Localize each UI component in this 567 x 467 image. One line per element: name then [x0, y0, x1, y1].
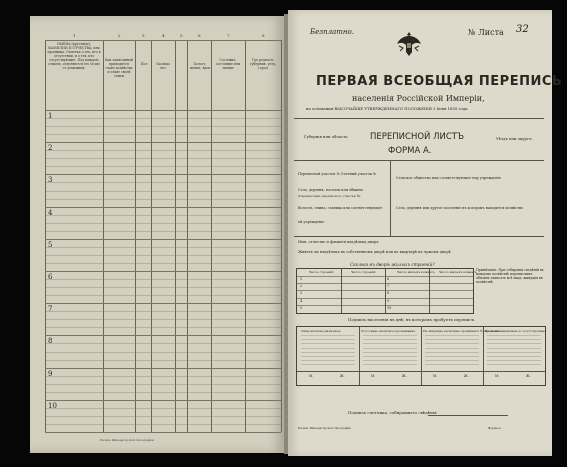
lives-line: Живетъ ли владѣлецъ въ собственномъ дворѣ или въ квартирѣ въ чужомъ дворѣ [298, 250, 451, 254]
grid-column-line [245, 40, 246, 432]
table-row-line [297, 276, 473, 277]
signature-sex-label: М. [495, 374, 500, 378]
signature-text-line [425, 360, 479, 361]
grid-subrow-line [45, 191, 281, 192]
free-label: Безплатно. [310, 28, 354, 36]
grid-subrow-line [45, 376, 281, 377]
grid-subrow-line [45, 392, 281, 393]
signature-text-line [301, 339, 355, 340]
grid-subrow-line [45, 424, 281, 425]
grid-subrow-line [45, 384, 281, 385]
table-row-number: 8 [387, 291, 390, 296]
left-footer: Печать Императорской типографии [100, 438, 154, 442]
table-row-number: 3 [300, 291, 303, 296]
signature-text-line [487, 352, 541, 353]
header-estate: Сословие, состояние или звание [215, 58, 241, 70]
owner-line: Имя, отчество и фамилія владѣльца двора [298, 240, 379, 244]
right-footer-left: Печать Императорской типографіи [298, 426, 351, 430]
row-number: 10 [48, 401, 57, 410]
grid-subrow-line [45, 295, 281, 296]
row-number: 2 [48, 144, 53, 153]
table-row-number: 9 [387, 298, 390, 303]
grid-subrow-line [45, 134, 281, 135]
grid-subrow-line [45, 182, 281, 183]
divider [294, 236, 544, 237]
signature-text-line [487, 343, 541, 344]
signature-text-line [425, 356, 479, 357]
sheet-number-value: 32 [516, 24, 529, 35]
signature-text-line [487, 348, 541, 349]
header-marital: Холост, женат, вдов [189, 62, 211, 70]
signature-text-line [301, 348, 355, 349]
buildings-table [296, 268, 477, 314]
grid-column-line [45, 40, 46, 432]
enumerator-signature: Подпись счетчика, собиравшего свѣдѣнія [348, 410, 437, 415]
signature-text-line [487, 356, 541, 357]
grid-subrow-line [45, 352, 281, 353]
column-number: 2 [118, 33, 121, 38]
field-village: Село, деревня, поселок или община [298, 188, 363, 192]
header-names: ИМЕНА (крестные), ФАМИЛИИ И ОТЧЕСТВА, или прозвища. Отметка о тех, кто в отсутствии, и о тех, кто отсутствующие. Под каждою семьею, отделяются его (и их) от домашних. [47, 42, 101, 70]
census-decree: на основании ВЫСОЧАЙШЕ УТВЕРЖДЕННАГО ПОЛОЖЕНІЯ 5 Іюня 1895 года. [306, 106, 469, 111]
grid-subrow-line [45, 150, 281, 151]
header-relation: Как записанный приходится главе хозяйства и главе своей семьи [105, 58, 133, 78]
right-footer-right: Форма А. [488, 426, 502, 430]
signature-text-line [487, 360, 541, 361]
column-number: 4 [162, 33, 165, 38]
grid-row-line [45, 239, 281, 240]
grid-row-line [45, 174, 281, 175]
signature-text-line [487, 335, 541, 336]
column-number: 6 [198, 33, 201, 38]
signature-text-line [487, 339, 541, 340]
column-number: 7 [227, 33, 230, 38]
grid-subrow-line [45, 126, 281, 127]
signature-sex-label: Ж. [402, 374, 407, 378]
imperial-eagle-emblem [396, 30, 422, 58]
field-census-district: Переписной участок № Счетный участок № [298, 172, 377, 176]
row-number: 6 [48, 273, 53, 281]
sig-col-2: Постоянно наличное проживание [361, 329, 416, 333]
sig-col-1: Лица налично-наличные [301, 329, 341, 333]
sig-col-4: Временно-наличные и отсутствующие [485, 329, 547, 333]
form-title: ФОРМА А. [388, 146, 432, 156]
census-subtitle: населенія Россійской Имперіи, [352, 94, 485, 103]
signature-text-line [487, 364, 541, 365]
grid-row-line [45, 335, 281, 336]
signature-text-line [363, 343, 417, 344]
left-page [30, 16, 285, 453]
signature-sex-label: Ж. [340, 374, 345, 378]
grid-subrow-line [45, 408, 281, 409]
column-number: 5 [180, 33, 183, 38]
row-number: 5 [48, 240, 53, 249]
signature-row-line [297, 371, 545, 372]
signature-table-title: Подпись населенія въ днѣ, въ которомъ пробуетъ переписъ. [348, 317, 476, 322]
header-age: Сколько лет [155, 62, 171, 70]
signature-text-line [363, 352, 417, 353]
table-row-number: 1 [300, 277, 303, 281]
grid-column-line [187, 40, 188, 432]
gubernia-label: Губернія или область: [304, 134, 349, 139]
table-row-number: 2 [300, 284, 303, 289]
divider [294, 160, 544, 161]
signature-text-line [363, 360, 417, 361]
census-grid [45, 33, 281, 432]
header-sex: Пол [140, 62, 148, 66]
table-row-line [297, 290, 473, 291]
divider [294, 118, 544, 119]
field-divider [390, 160, 391, 236]
grid-row-line [45, 271, 281, 272]
grid-column-line [151, 40, 152, 432]
row-number: 1 [48, 112, 53, 120]
row-number: 3 [48, 176, 53, 185]
signature-text-line [363, 348, 417, 349]
buildings-col-rooms: Число строеній [351, 270, 376, 274]
row-number: 8 [48, 337, 53, 346]
grid-subrow-line [45, 118, 281, 119]
grid-column-line [135, 40, 136, 432]
sig-col-3: Не живущие наличные проживают более полного [423, 329, 503, 333]
signature-text-line [425, 348, 479, 349]
grid-header-line [45, 110, 281, 111]
row-number: 7 [48, 305, 53, 314]
census-title: ПЕРВАЯ ВСЕОБЩАЯ ПЕРЕПИСЬ [316, 74, 563, 89]
field-settlement: Село, деревня или другое поселеніе въ которомъ находится хозяйство [396, 206, 524, 210]
grid-subrow-line [45, 223, 281, 224]
grid-subrow-line [45, 343, 281, 344]
buildings-col-count-b: Число жилыхъ комнатъ [397, 270, 435, 274]
grid-subrow-line [45, 311, 281, 312]
grid-subrow-line [45, 231, 281, 232]
table-row-number: 4 [300, 298, 303, 303]
grid-row-line [45, 142, 281, 143]
table-row-number: 5 [300, 305, 303, 310]
signature-text-line [425, 335, 479, 336]
row-number: 9 [48, 369, 53, 378]
signature-text-line [301, 356, 355, 357]
grid-subrow-line [45, 263, 281, 264]
buildings-col-rooms-b: Число жилыхъ комнатъ [439, 270, 477, 274]
grid-subrow-line [45, 215, 281, 216]
grid-row-line [45, 303, 281, 304]
signature-text-line [363, 339, 417, 340]
grid-subrow-line [45, 287, 281, 288]
grid-row-line [45, 400, 281, 401]
grid-row-line [45, 207, 281, 208]
signature-text-line [301, 364, 355, 365]
signature-sex-label: Ж. [464, 374, 469, 378]
grid-subrow-line [45, 158, 281, 159]
buildings-table-title: Сколько въ дворѣ жилыхъ строеній? [350, 262, 435, 267]
signature-text-line [301, 343, 355, 344]
grid-subrow-line [45, 327, 281, 328]
field-volost: Волость, гмина, станица или соответствующее [298, 206, 383, 210]
column-number: 3 [142, 33, 145, 38]
grid-subrow-line [45, 279, 281, 280]
grid-column-line [281, 40, 282, 432]
field-community: Сельское общество или соответствующее ему учрежденіе [396, 176, 501, 180]
grid-subrow-line [45, 360, 281, 361]
census-list-title: ПЕРЕПИСНОЙ ЛИСТЪ [370, 132, 465, 142]
side-note-text: Примѣчаніе. При собираніи сведѣній въ каждомъ хозяйствѣ переписчикъ обязанъ записать всѣ лица, живущія въ хозяйствѣ. [476, 268, 544, 284]
column-number: 8 [262, 33, 265, 38]
signature-line [428, 415, 508, 416]
signature-text-line [301, 360, 355, 361]
signature-sex-label: М. [433, 374, 438, 378]
signature-table [296, 326, 546, 386]
signature-text-line [363, 364, 417, 365]
signature-text-line [425, 339, 479, 340]
signature-text-line [363, 356, 417, 357]
grid-subrow-line [45, 255, 281, 256]
column-number: 1 [73, 33, 76, 38]
signature-text-line [301, 352, 355, 353]
signature-column-line [483, 327, 484, 385]
grid-top-line [45, 40, 281, 41]
grid-subrow-line [45, 166, 281, 167]
uezd-label: Уѣздъ или округъ: [496, 136, 533, 141]
table-row-number: 6 [387, 277, 390, 281]
field-institution: ей учрежденіе [298, 220, 325, 224]
signature-text-line [301, 335, 355, 336]
signature-text-line [425, 352, 479, 353]
field-enumerator: (Переписчикъ переписного участка №) [298, 194, 361, 198]
grid-subrow-line [45, 416, 281, 417]
table-row-number: 7 [387, 284, 390, 289]
signature-sex-label: М. [371, 374, 376, 378]
grid-subrow-line [45, 247, 281, 248]
grid-subrow-line [45, 199, 281, 200]
table-row-line [297, 298, 473, 299]
table-row-line [297, 283, 473, 284]
grid-column-line [175, 40, 176, 432]
table-row-number: 10 [387, 305, 392, 310]
header-birthplace: Где родился: губерния, уезд, город [249, 58, 277, 70]
grid-column-line [103, 40, 104, 432]
sheet-number-label: № Листа [468, 28, 504, 37]
grid-subrow-line [45, 319, 281, 320]
signature-sex-label: Ж. [526, 374, 531, 378]
signature-column-line [359, 327, 360, 385]
signature-column-line [421, 327, 422, 385]
side-note [476, 268, 544, 314]
table-row-line [297, 305, 473, 306]
right-page [288, 10, 563, 456]
signature-text-line [425, 364, 479, 365]
signature-text-line [363, 335, 417, 336]
grid-row-line [45, 368, 281, 369]
row-number: 4 [48, 208, 53, 217]
signature-sex-label: М. [309, 374, 314, 378]
grid-column-line [211, 40, 212, 432]
grid-row-line [45, 432, 281, 433]
signature-text-line [425, 343, 479, 344]
buildings-col-count: Число строеній [309, 270, 334, 274]
